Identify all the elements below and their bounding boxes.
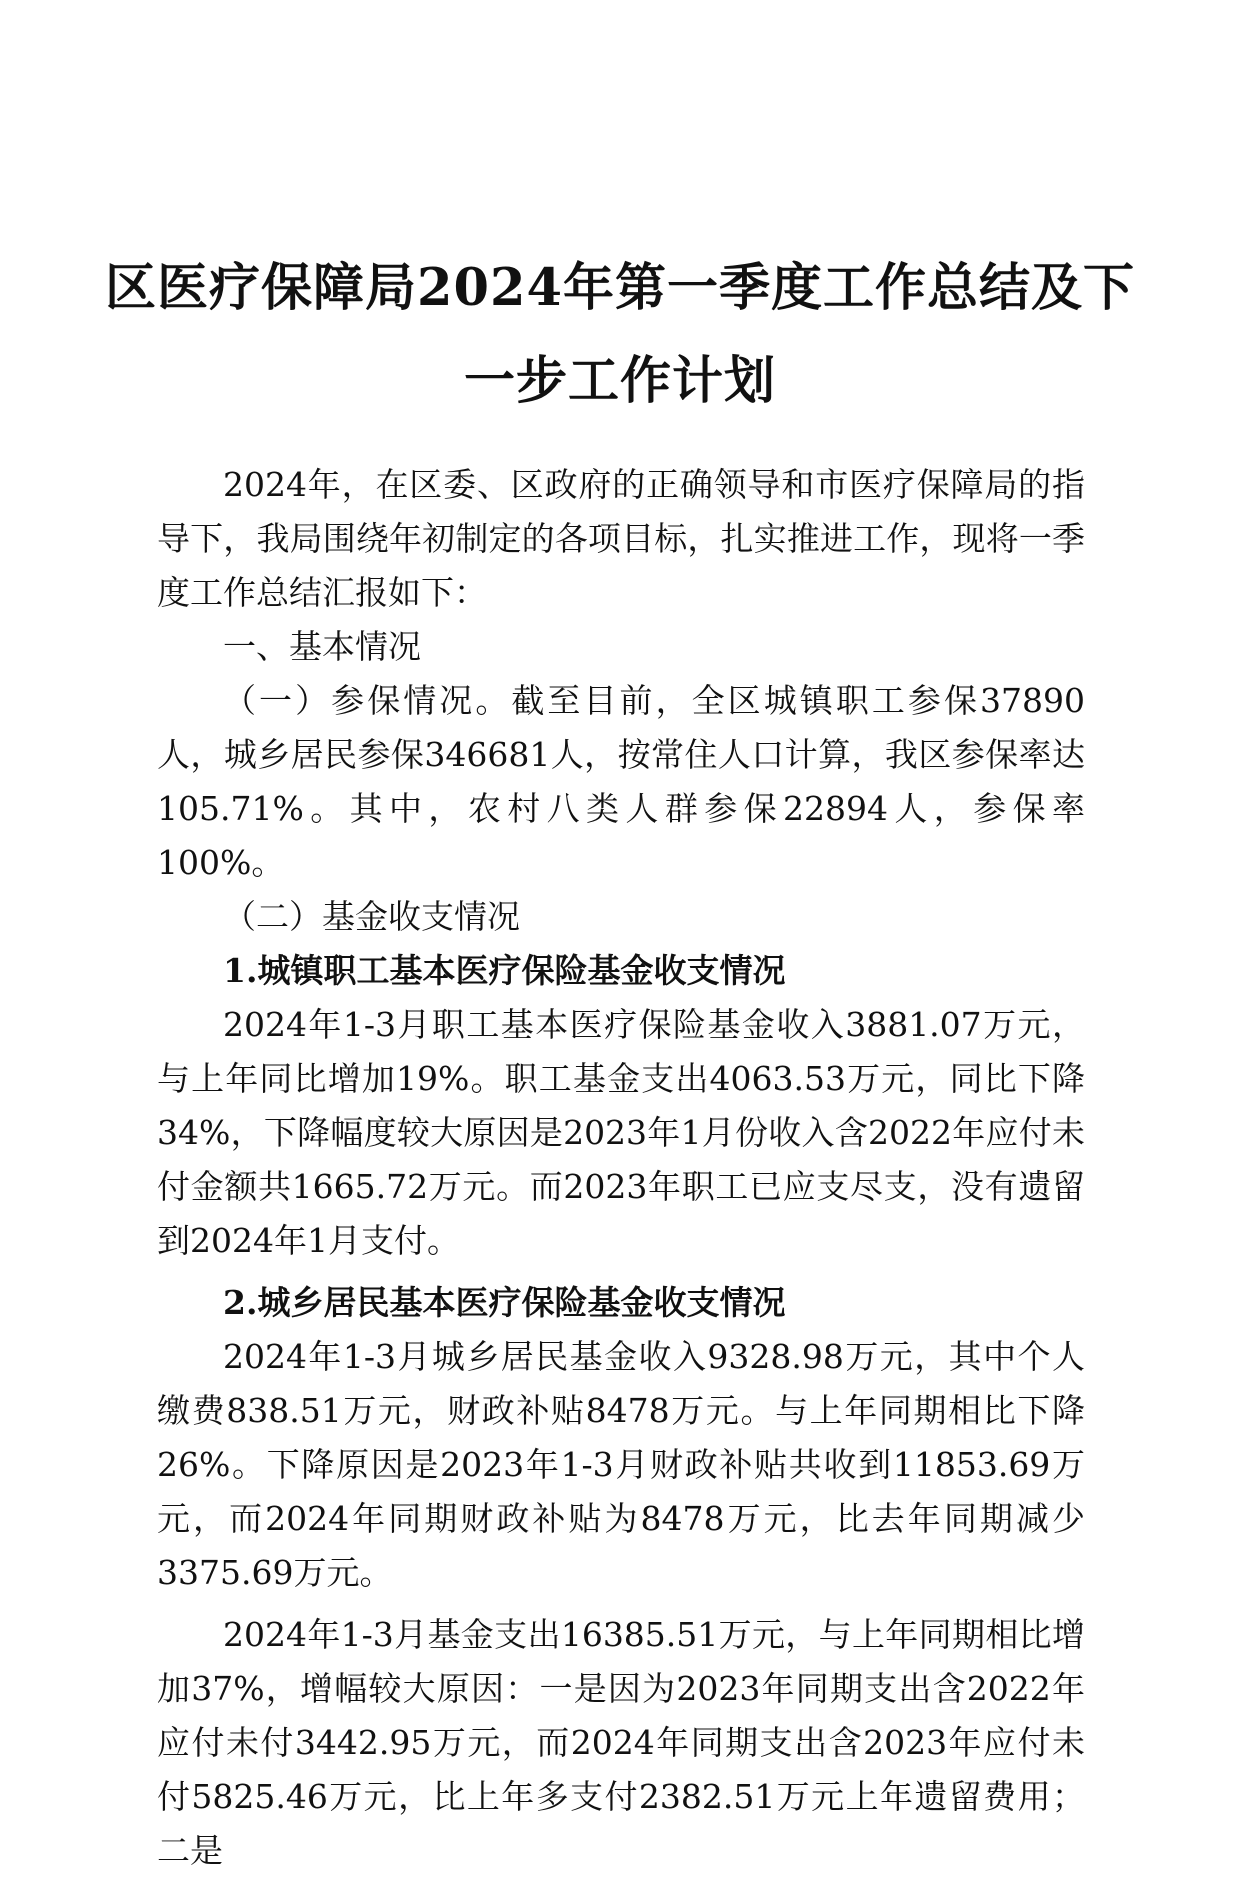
document-body bbox=[157, 458, 1085, 1878]
subheading-employee-fund: 1.城镇职工基本医疗保险基金收支情况 bbox=[223, 951, 786, 990]
document-title-line-2: 一步工作计划 bbox=[463, 351, 776, 411]
insurance-enrollment-paragraph: （一）参保情况。截至目前，全区城镇职工参保37890人，城乡居民参保346681人，按常住人口计算，我区参保率达105.71%。其中，农村八类人群参保22894人，参保率100%。 bbox=[157, 681, 1085, 882]
employee-fund-paragraph: 2024年1-3月职工基本医疗保险基金收入3881.07万元，与上年同比增加19%。职工基金支出4063.53万元，同比下降34%，下降幅度较大原因是2023年1月份收入含2022年应付未付金额共1665.72万元。而2023年职工已应支尽支，没有遗留到2024年1月支付。 bbox=[157, 1005, 1085, 1260]
subheading-resident-fund: 2.城乡居民基本医疗保险基金收支情况 bbox=[223, 1283, 786, 1322]
document-title-line-1: 区医疗保障局2024年第一季度工作总结及下 bbox=[105, 258, 1135, 318]
resident-fund-income-paragraph: 2024年1-3月城乡居民基金收入9328.98万元，其中个人缴费838.51万元，财政补贴8478万元。与上年同期相比下降26%。下降原因是2023年1-3月财政补贴共收到11853.69万元，而2024年同期财政补贴为8478万元，比去年同期减少3375.69万元。 bbox=[157, 1337, 1085, 1592]
intro-paragraph: 2024年，在区委、区政府的正确领导和市医疗保障局的指导下，我局围绕年初制定的各项目标，扎实推进工作，现将一季度工作总结汇报如下： bbox=[157, 465, 1085, 612]
subheading-fund-income-expense: （二）基金收支情况 bbox=[223, 897, 520, 936]
resident-fund-expense-paragraph: 2024年1-3月基金支出16385.51万元，与上年同期相比增加37%，增幅较大原因：一是因为2023年同期支出含2022年应付未付3442.95万元，而2024年同期支出含2023年应付未付5825.46万元，比上年多支付2382.51万元上年遗留费用；二是 bbox=[157, 1615, 1085, 1870]
section-heading-basic-situation: 一、基本情况 bbox=[223, 627, 421, 666]
